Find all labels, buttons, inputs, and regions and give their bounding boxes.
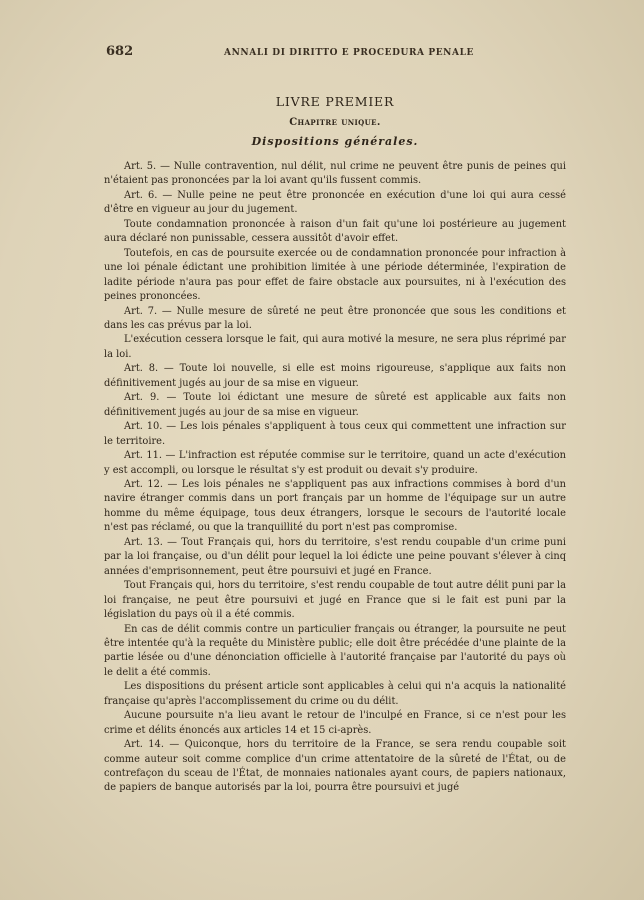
paragraph-art-5: Art. 5. — Nulle contravention, nul délit, nul crime ne peuvent être punis de peines qui n'étaient pas prononcées par la loi avant qu'ils fussent commis. [104,161,566,187]
paragraph: Toute condamnation prononcée à raison d'un fait qu'une loi postérieure au jugement aura déclaré non punissable, cessera aussitôt d'avoir effet. [104,218,566,245]
paragraph-art-6: Art. 6. — Nulle peine ne peut être prononcée en exécution d'une loi qui aura cessé d'être en vigueur au jour du jugement. [104,189,566,216]
book-title: LIVRE PREMIER [275,94,395,109]
paragraph: Les dispositions du présent article sont applicables à celui qui n'a acquis la nationalité française qu'après l'accomplissement du crime ou du délit. [104,681,566,707]
journal-title: ANNALI DI DIRITTO E PROCEDURA PENALE [224,48,474,58]
paragraph: L'exécution cessera lorsque le fait, qui aura motivé la mesure, ne sera plus réprimé par la loi. [104,334,566,360]
paragraph-art-11: Art. 11. — L'infraction est réputée commise sur le territoire, quand un acte d'exécution y est accompli, ou lorsque le résultat s'y est produit ou devait s'y produire. [104,450,566,476]
paragraph: Aucune poursuite n'a lieu avant le retour de l'inculpé en France, si ce n'est pour les crime et délits énoncés aux articles 14 et 15 ci-après. [104,710,566,736]
section-heading: Dispositions générales. [251,135,419,148]
paragraph-art-13: Art. 13. — Tout Français qui, hors du territoire, s'est rendu coupable d'un crime puni par la loi française, ou d'un délit pour lequel la loi édicte une peine pouvant s'élever à cinq années d'emprisonnement, peut être poursuivi et jugé en France. [104,536,566,577]
paragraph-art-12: Art. 12. — Les lois pénales ne s'appliquent pas aux infractions commises à bord d'un navire étranger commis dans un port français par un homme de l'équipage sur un autre homme du même équipage, tous deux étrangers, lorsque le secours de l'autorité locale n'est pas réclamé, ou que la tranquillité du port n'est pas compromise. [104,478,566,534]
paragraph: Toutefois, en cas de poursuite exercée ou de condamnation prononcée pour infraction à une loi pénale édictant une prohibition limitée à une période déterminée, l'expiration de ladite période n'aura pas pour effet de faire obstacle aux poursuites, ni à l'exécution des peines prononcées. [104,247,566,303]
paragraph: Tout Français qui, hors du territoire, s'est rendu coupable de tout autre délit puni par la loi française, ne peut être poursuivi et jugé en France que si le fait est puni par la législation du pays où il a été commis. [104,580,566,621]
paragraph-art-10: Art. 10. — Les lois pénales s'appliquent à tous ceux qui commettent une infraction sur le territoire. [104,421,566,447]
paragraph-art-7: Art. 7. — Nulle mesure de sûreté ne peut être prononcée que sous les conditions et dans les cas prévus par la loi. [104,305,566,331]
chapter-heading: Chapitre unique. [289,117,381,128]
paragraph-art-14: Art. 14. — Quiconque, hors du territoire de la France, se sera rendu coupable soit comme auteur soit comme complice d'un crime attentatoire de la sûreté de l'État, ou de contrefaçon du sceau de l'État, de monnaies nationales ayant cours, de papiers nationaux, de papiers de banque autorisés par la loi, pourra être poursuivi et jugé [104,739,566,794]
paragraph-art-9: Art. 9. — Toute loi édictant une mesure de sûreté est applicable aux faits non définitivement jugés au jour de sa mise en vigueur. [104,392,566,418]
running-head [106,44,582,59]
paragraph-art-8: Art. 8. — Toute loi nouvelle, si elle est moins rigoureuse, s'applique aux faits non définitivement jugés au jour de sa mise en vigueur. [104,363,566,389]
content [104,94,566,796]
paragraph: En cas de délit commis contre un particulier français ou étranger, la poursuite ne peut être intentée qu'à la requête du Ministère public; elle doit être précédée d'une plainte de la partie lésée ou d'une dénonciation officielle à l'autorité française par l'autorité du pays où le delit a été commis. [104,623,566,678]
page-number: 682 [106,44,134,59]
